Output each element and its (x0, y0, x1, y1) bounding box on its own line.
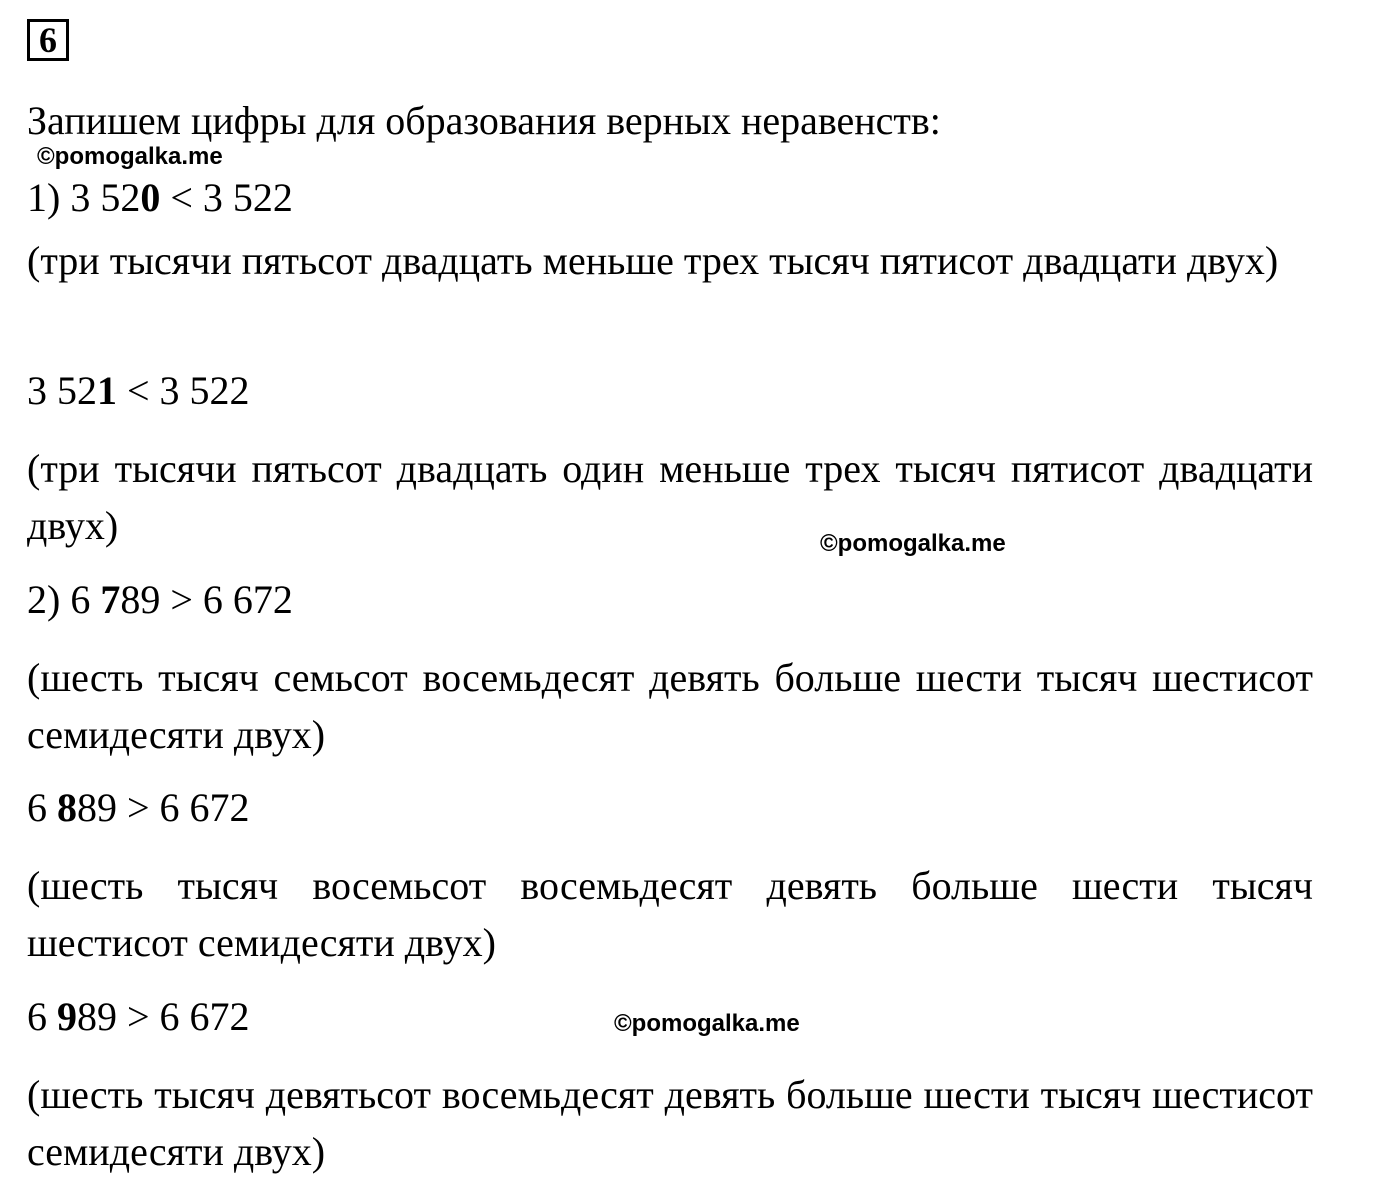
inserted-digit: 8 (57, 785, 77, 830)
inequality-5 (27, 994, 250, 1040)
inequality-prefix: 3 52 (27, 368, 97, 413)
inequality-prefix: 6 (27, 994, 57, 1039)
inequality-1 (27, 175, 293, 221)
inequality-2 (27, 368, 250, 414)
inserted-digit: 1 (97, 368, 117, 413)
inequality-prefix: 2) 6 (27, 577, 101, 622)
watermark: ©pomogalka.me (614, 1010, 800, 1037)
inequality-prefix: 1) 3 52 (27, 175, 141, 220)
intro-text: Запишем цифры для образования верных неравенств: (27, 98, 941, 143)
inequality-suffix: 89 > 6 672 (77, 785, 250, 830)
inserted-digit: 7 (100, 577, 121, 622)
inequality-suffix: 89 > 6 672 (77, 994, 250, 1039)
inequality-prefix: 6 (27, 785, 57, 830)
watermark: ©pomogalka.me (37, 143, 223, 170)
inequality-suffix: < 3 522 (117, 368, 250, 413)
inequality-4 (27, 785, 250, 831)
inequality-3 (27, 577, 293, 623)
explanation-3: (шесть тысяч семьсот восемьдесят девять больше шести тысяч шестисот семидесяти двух) (27, 655, 1313, 757)
inserted-digit: 0 (140, 175, 161, 220)
inserted-digit: 9 (57, 994, 77, 1039)
inequality-suffix: < 3 522 (160, 175, 293, 220)
explanation-1: (три тысячи пятьсот двадцать меньше трех тысяч пятисот двадцати двух) (27, 238, 1279, 283)
inequality-suffix: 89 > 6 672 (120, 577, 293, 622)
task-number-box: 6 (27, 19, 69, 61)
explanation-4: (шесть тысяч восемьсот восемьдесят девять больше шести тысяч шестисот семидесяти двух) (27, 863, 1313, 965)
explanation-2: (три тысячи пятьсот двадцать один меньше трех тысяч пятисот двадцати двух) (27, 446, 1313, 548)
watermark: ©pomogalka.me (820, 530, 1006, 557)
explanation-5: (шесть тысяч девятьсот восемьдесят девять больше шести тысяч шестисот семидесяти двух) (27, 1072, 1313, 1174)
